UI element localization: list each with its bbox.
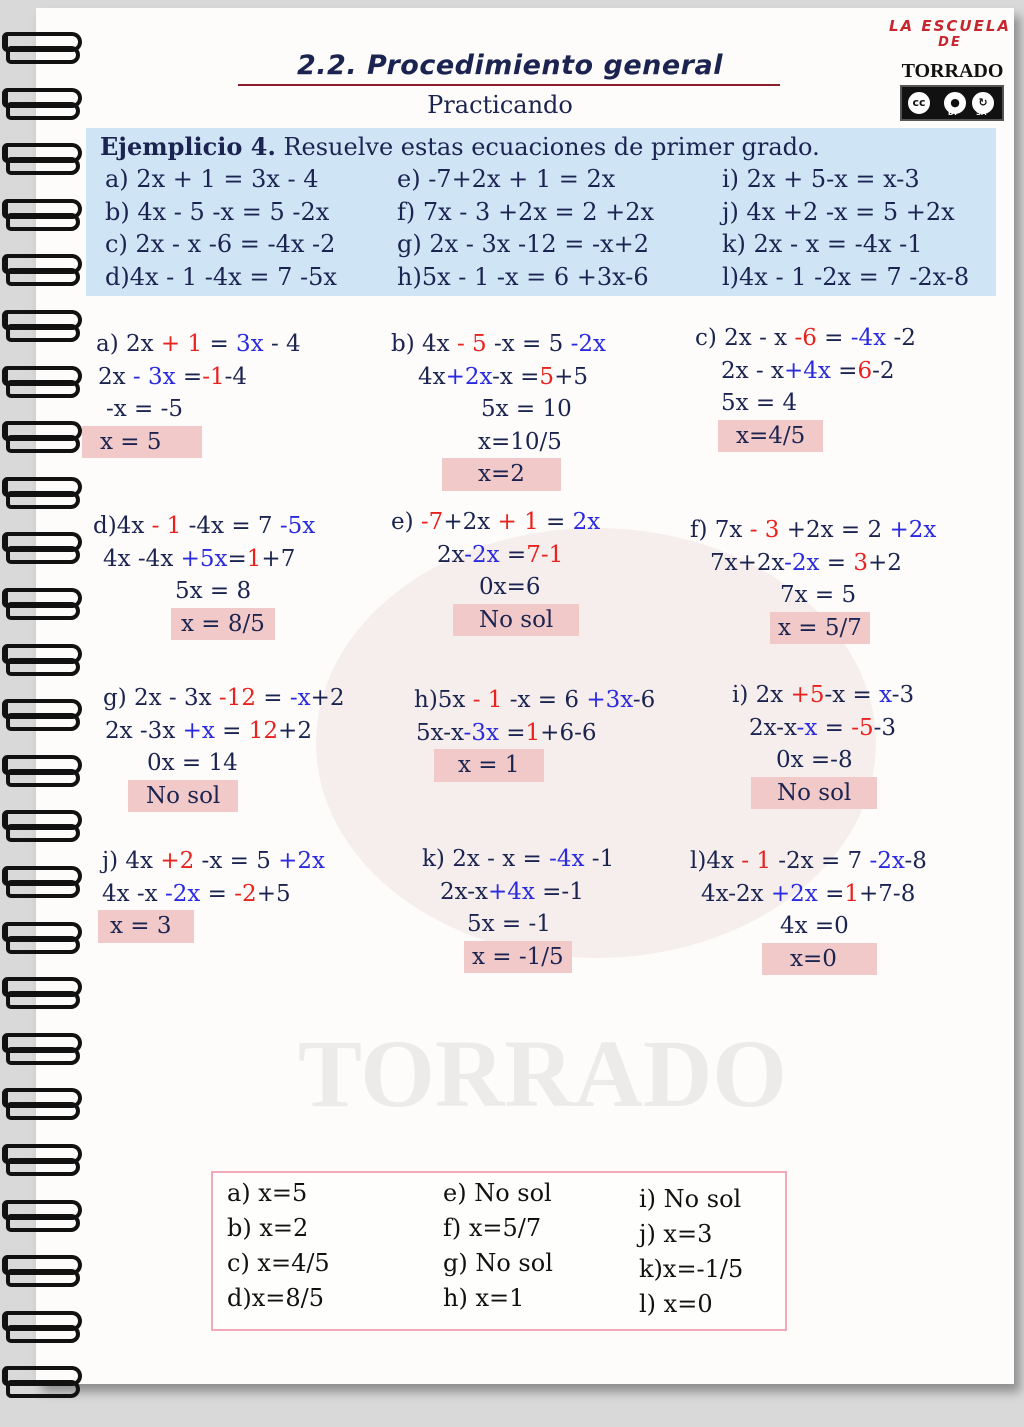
spiral-ring [2,1198,74,1228]
term: c) 2x - x [695,325,795,351]
result-highlight: x = 8/5 [171,608,275,641]
blue-term: 2x [572,509,601,535]
solution-line: 4x =0 [780,913,849,939]
term: b) 4x [391,331,457,357]
term: g) 2x - 3x [103,685,219,711]
solution-result [695,420,916,453]
term: 4x -x [102,880,165,907]
term: -4 [224,363,248,390]
solution-a [96,328,301,458]
red-term: 3 [853,549,869,576]
blue-term: +2x [278,848,326,874]
logo-line2: DE [938,35,962,50]
answers-summary [211,1171,787,1331]
term: 7x+2x [710,549,785,576]
logo-escuela [880,16,1020,50]
solution-result [82,426,301,459]
term: -4x = 7 [181,513,280,539]
solution-line [102,878,325,911]
term: -x = [824,682,880,708]
term: -3 [891,682,915,708]
result-highlight: x=4/5 [718,420,823,453]
solution-line [695,355,916,388]
solution-h [414,684,655,782]
solution-line [93,543,315,576]
red-term: -6 [794,325,817,351]
solution-line: 5x = 8 [175,578,252,604]
term: -2 [872,357,895,384]
solution-line [422,843,614,876]
solution-f [690,514,936,644]
solution-line [96,328,301,361]
blue-term: -x [289,685,311,711]
term: -x = [492,363,540,390]
spiral-ring [2,141,74,171]
solution-line [690,514,936,547]
solution-k [422,843,614,973]
solution-line: 5x = 10 [481,396,572,422]
term: = [819,549,854,576]
solution-line [690,547,936,580]
spiral-ring [2,308,74,338]
term: = [227,545,247,572]
spiral-ring [2,697,74,727]
spiral-ring [2,1031,74,1061]
red-term: -1 [202,363,225,390]
solution-result [690,612,936,645]
term: 2x-x [440,878,488,905]
red-term: +5 [790,682,825,708]
equation-c: c) 2x - x -6 = -4x -2 [105,230,336,258]
statement-column-3 [722,163,969,293]
solution-result [103,780,345,813]
solution-b [391,328,606,491]
solution-i [732,679,914,809]
result-highlight: x=2 [442,458,561,491]
term: a) 2x [96,331,161,357]
term: -8 [904,848,927,874]
spiral-ring [2,808,74,838]
solution-line: 5x = -1 [467,911,551,937]
statement-header [100,132,820,161]
sa-icon: ↻ [970,90,996,116]
exercise-instructions: Resuelve estas ecuaciones de primer grado. [283,133,820,161]
term: = [214,717,249,744]
equation-i: i) 2x + 5-x = x-3 [722,165,920,193]
blue-term: +3x [586,687,633,713]
term: +2 [278,717,312,744]
spiral-ring [2,642,74,672]
statement-column-2 [397,163,654,293]
logo-line1: LA ESCUELA [888,17,1012,35]
solution-line: x=10/5 [478,428,562,455]
statement-column-1 [105,163,337,293]
red-term: 5 [539,363,555,390]
blue-term: +x [182,717,215,744]
solution-result [391,604,600,637]
term: = [830,357,858,384]
solution-result [422,941,614,974]
term: -2 [886,325,916,351]
by-icon: ● [942,90,968,116]
equation-a: a) 2x + 1 = 3x - 4 [105,165,319,193]
answer-l: l) x=0 [639,1290,713,1318]
equation-h: h)5x - 1 -x = 6 +3x-6 [397,262,649,291]
by-label: BY [948,109,959,117]
blue-term: +2x [770,880,818,907]
spiral-ring [2,197,74,227]
term: = [202,331,237,357]
spiral-ring [2,530,74,560]
term: =-1 [534,878,584,905]
red-term: - 1 [741,848,771,874]
solution-line [391,361,606,394]
term: +2x [443,509,498,535]
logo-torrado: TORRADO [901,60,1004,82]
term: -2x = 7 [770,848,870,874]
solution-line [96,361,301,394]
answer-b: b) x=2 [227,1214,309,1242]
answer-a: a) x=5 [227,1179,308,1207]
answers-column-3 [639,1182,743,1322]
solution-line: -x = -5 [106,396,184,422]
term: 2x-x [749,714,797,741]
answer-g: g) No sol [443,1249,553,1277]
solution-l [690,845,927,975]
solution-line [103,715,345,748]
term: -x = 6 [502,687,587,713]
solution-e [391,506,600,636]
red-term: + 1 [160,331,203,357]
blue-term: +2x [445,363,493,390]
answer-j: j) x=3 [639,1220,713,1248]
term: 4x-2x [701,880,771,907]
red-term: +2 [160,848,195,874]
term: -6 [632,687,656,713]
term: +6-6 [540,719,597,746]
blue-term: 3x [236,331,264,357]
blue-term: -x [796,714,818,741]
watermark-logo-text: TORRADO [298,1020,787,1127]
solution-line [391,328,606,361]
solution-line [690,878,927,911]
spiral-ring [2,864,74,894]
answer-d: d)x=8/5 [227,1284,324,1312]
term: = [817,714,852,741]
result-highlight: No sol [453,604,579,637]
term: +2 [310,685,345,711]
solution-line: 7x = 5 [780,582,857,608]
result-highlight: No sol [751,777,877,810]
blue-term: -5x [279,513,316,539]
answer-i: i) No sol [639,1185,742,1213]
exercise-statement [86,128,996,296]
spiral-ring [2,975,74,1005]
solution-line: 0x=6 [479,574,541,600]
solution-result [690,943,927,976]
blue-term: -2x [570,331,606,357]
spiral-ring [2,419,74,449]
term: - 4 [263,331,301,357]
answer-f: f) x=5/7 [443,1214,542,1242]
blue-term: -2x [784,549,820,576]
red-term: + 1 [497,509,539,535]
term: = [816,325,851,351]
result-highlight: x = 5/7 [770,612,870,645]
term: +2x = 2 [779,517,890,543]
equation-g: g) 2x - 3x -12 = -x+2 [397,230,649,258]
term: -x = 5 [486,331,571,357]
solution-result [93,608,315,641]
solution-line [695,322,916,355]
spiral-ring [2,86,74,116]
equation-d: d)4x - 1 -4x = 7 -5x [105,262,337,291]
blue-term: +5x [180,545,228,572]
result-highlight: No sol [128,780,238,813]
term: h)5x [414,687,473,713]
term: +7-8 [859,880,916,907]
term: 2x [98,363,133,390]
solution-line [732,712,914,745]
red-term: 6 [857,357,873,384]
red-term: -5 [851,714,874,741]
blue-term: -2x [164,880,201,907]
red-term: -7 [420,509,444,535]
spiral-binding [0,0,90,1427]
blue-term: -2x [869,848,905,874]
term: +5 [256,880,291,907]
red-term: -12 [218,685,256,711]
solution-g [103,682,345,812]
term: k) 2x - x = [422,846,550,872]
solution-d [93,510,315,640]
term: j) 4x [102,848,161,874]
term: 2x -3x [105,717,183,744]
answer-h: h) x=1 [443,1284,525,1312]
term: 2x - x [721,357,784,384]
result-highlight: x=0 [762,943,877,976]
term: +2 [868,549,902,576]
equation-b: b) 4x - 5 -x = 5 -2x [105,197,330,226]
spiral-ring [2,753,74,783]
page-title: 2.2. Procedimiento general [297,50,723,81]
solution-line: 5x = 4 [721,390,798,416]
term: i) 2x [732,682,791,708]
term: = [499,541,527,568]
solution-result [98,910,325,943]
result-highlight: x = -1/5 [464,941,572,974]
red-term: 1 [246,545,262,572]
term: = [175,363,203,390]
red-term: - 5 [456,331,487,357]
blue-term: +2x [889,517,937,543]
blue-term: -2x [464,541,500,568]
spiral-ring [2,30,74,60]
term: 2x [437,541,465,568]
term: +7 [261,545,296,572]
term: = [200,880,235,907]
term: f) 7x [690,517,750,543]
term: 4x [418,363,446,390]
term: -3 [873,714,897,741]
red-term: 7-1 [526,541,564,568]
answers-column-2 [443,1176,553,1316]
spiral-ring [2,1364,74,1394]
result-highlight: x = 5 [82,426,202,459]
red-term: -2 [234,880,257,907]
red-term: - 1 [472,687,503,713]
solution-line [414,717,655,750]
spiral-ring [2,1309,74,1339]
solution-result [414,749,655,782]
red-term: 1 [844,880,860,907]
solution-result [391,458,606,491]
term: = [498,719,526,746]
red-term: 1 [525,719,541,746]
solution-line [414,684,655,717]
equation-l: l)4x - 1 -2x = 7 -2x-8 [722,262,970,291]
blue-term: -3x [463,719,499,746]
solution-c [695,322,916,452]
spiral-ring [2,475,74,505]
answer-c: c) x=4/5 [227,1249,330,1277]
term: l)4x [690,848,742,874]
solution-line: 0x =-8 [776,747,853,773]
term: d)4x [93,513,152,539]
red-term: - 3 [749,517,780,543]
blue-term: -4x [549,846,585,872]
solution-line: 0x = 14 [147,750,238,776]
blue-term: +4x [783,357,831,384]
result-highlight: x = 3 [98,910,194,943]
solution-line [93,510,315,543]
solution-line [103,682,345,715]
cc-icon: cc [906,90,932,116]
equation-k: k) 2x - x = -4x -1 [722,230,923,258]
term: -1 [584,846,615,872]
spiral-ring [2,1253,74,1283]
term: +5 [554,363,588,390]
spiral-ring [2,364,74,394]
solution-line [422,876,614,909]
term: 5x-x [416,719,464,746]
equation-f: f) 7x - 3 +2x = 2 +2x [397,197,655,226]
term: = [255,685,290,711]
red-term: - 1 [151,513,182,539]
blue-term: - 3x [132,363,176,390]
result-highlight: x = 1 [434,749,544,782]
red-term: 12 [248,717,279,744]
term: = [538,509,573,535]
blue-term: +4x [487,878,535,905]
blue-term: x [879,682,892,708]
spiral-ring [2,1142,74,1172]
term: = [817,880,845,907]
solution-line [391,539,600,572]
term: 4x -4x [103,545,181,572]
spiral-ring [2,920,74,950]
solution-j [102,845,325,943]
spiral-ring [2,586,74,616]
spiral-ring [2,1086,74,1116]
blue-term: -4x [850,325,887,351]
solution-result [732,777,914,810]
title-underline [238,84,780,86]
solution-line [102,845,325,878]
answers-column-1 [227,1176,330,1316]
cc-license-badge [900,85,1004,121]
solution-line [391,506,600,539]
term: -x = 5 [194,848,279,874]
page-subtitle: Practicando [427,91,573,119]
equation-e: e) -7+2x + 1 = 2x [397,165,616,193]
answer-k: k)x=-1/5 [639,1255,744,1283]
spiral-ring [2,252,74,282]
equation-j: j) 4x +2 -x = 5 +2x [722,197,955,226]
solution-line [690,845,927,878]
sa-label: SA [976,109,987,117]
term: e) [391,509,421,535]
answer-e: e) No sol [443,1179,552,1207]
solution-line [732,679,914,712]
exercise-label: Ejemplicio 4. [100,132,276,161]
